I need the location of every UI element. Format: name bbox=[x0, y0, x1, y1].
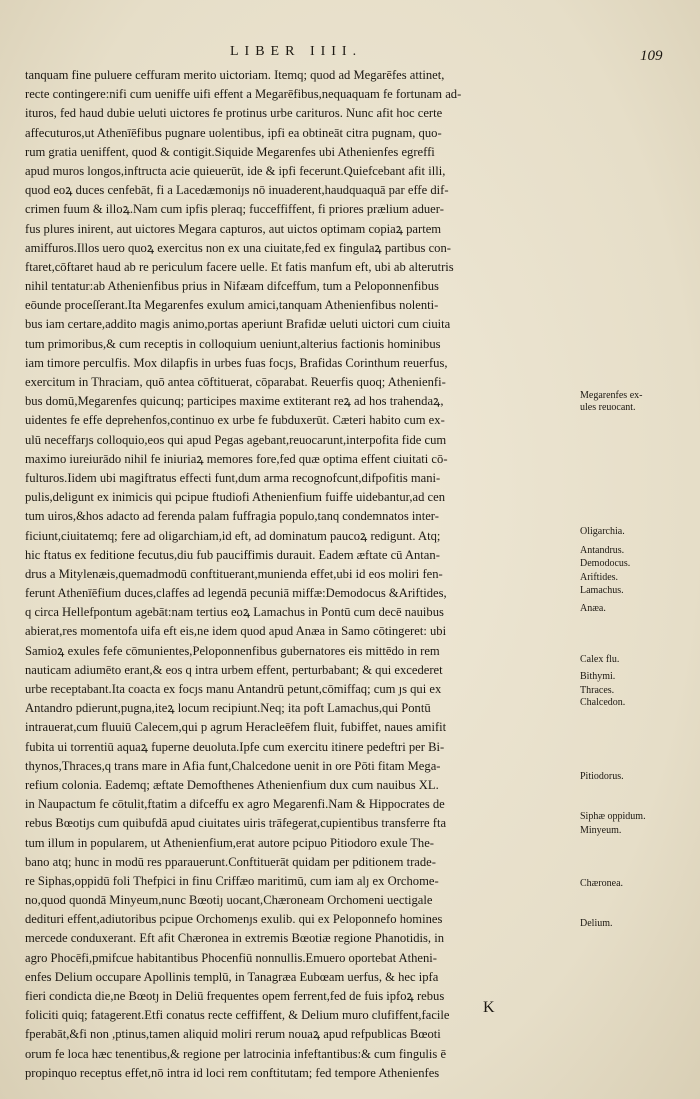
text-line: orum fe loca hæc tenentibus,& regione per latrocinia infeftantibus:& cum fingulis ē bbox=[25, 1046, 447, 1061]
margin-note: Thraces. bbox=[580, 685, 615, 696]
text-line: bano atq; hunc in modū res pparauerunt.Conftituerāt quidam per pditionem trade- bbox=[25, 854, 436, 869]
margin-note: Chæronea. bbox=[580, 878, 624, 889]
margin-note: Oligarchia. bbox=[580, 526, 625, 537]
text-line: ficiunt,ciuitatemq; fere ad oligarchiam,id eft, ad dominatum paucoꝝ redigunt. Atq; bbox=[25, 528, 441, 543]
margin-note: Delium. bbox=[580, 918, 613, 929]
text-line: tum uiros,&hos adacto ad ferenda palam fuffragia populo,tanq condemnatos inter- bbox=[25, 509, 439, 524]
main-text-block bbox=[25, 66, 577, 1083]
margin-note: Demodocus. bbox=[580, 558, 631, 569]
text-line: uidentes fe effe deprehenfos,continuo ex urbe fe fubduxerūt. Cæteri habito cum ex- bbox=[25, 413, 445, 428]
text-line: agro Phocēfi,pmifcue habitantibus Phocenfiū nonnullis.Emuero oportebat Atheni- bbox=[25, 950, 438, 965]
text-line: apud muros longos,inftructa acie quieuerūt, ide & ipfi fecerunt.Quiefcebant afit illi, bbox=[25, 163, 446, 178]
margin-note: Megarenfes ex- bbox=[580, 390, 643, 401]
text-line: nauticam adiumēto erant,& eos q intra urbem effent, perturbabant; & qui excederet bbox=[25, 662, 443, 677]
text-line: fubita ui torrentiū aquaꝝ fuperne deuoluta.Ipfe cum exercitu itinere pedeftri per Bi- bbox=[25, 739, 445, 754]
margin-note: Minyeum. bbox=[580, 825, 622, 836]
margin-note: Lamachus. bbox=[580, 585, 624, 596]
text-line: hic ftatus ex feditione fecutus,diu fub pauciffimis durauit. Eadem æftate cū Antan- bbox=[25, 547, 440, 562]
text-line: abierat,res momentofa uifa eft eis,ne idem quod apud Anæa in Samo cōtingeret: ubi bbox=[25, 624, 447, 639]
text-line: dedituri effent,adiutoribus pcipue Orchomenȷs exulib. qui ex Peloponnefo homines bbox=[25, 912, 443, 927]
text-line: crimen fuum & illoꝝ.Nam cum ipfis pleraq; fucceffiffent, fi priores prælium aduer- bbox=[25, 202, 444, 217]
margin-note: Bithymi. bbox=[580, 671, 616, 682]
margin-note: Anæa. bbox=[580, 603, 606, 614]
text-line: drus a Mitylenæis,quemadmodū conftituerant,munienda effet,ubi id eos moliri fen- bbox=[25, 566, 443, 581]
text-line: bus iam certare,addito magis animo,portas aperiunt Brafidæ ueluti uictori cum ciuita bbox=[25, 317, 451, 332]
text-line: Samioꝝ exules fefe cōmunientes,Peloponnenfibus gubernatores eis mittēdo in rem bbox=[25, 643, 440, 658]
text-line: foliciti quiq; fatagerent.Etfi conatus recte ceffiffent, & Delium muro clufiffent,facile bbox=[25, 1008, 450, 1023]
text-line: fieri condicta die,ne Bœotȷ in Deliū frequentes opem ferrent,fed de fuis ipfoꝝ rebus bbox=[25, 989, 445, 1003]
text-line: ftaret,cōftaret haud ab re periculum facere uelle. Et fatis manfum eft, ubi ab alterutris bbox=[25, 259, 454, 274]
text-line: amiffuros.Illos uero quoꝝ exercitus non ex una ciuitate,fed ex fingulaꝝ partibus con- bbox=[25, 240, 451, 255]
text-line: in Naupactum fe cōtulit,ftatim a difceffu ex agro Megarenfi.Nam & Hippocrates de bbox=[25, 797, 445, 812]
text-line: exercitum in Thraciam, quō antea cōftituerat, cōparabat. Reuerfis quoq; Athenienfi- bbox=[25, 375, 446, 389]
margin-note: Chalcedon. bbox=[580, 697, 626, 708]
text-line: quod eoꝝ duces cenfebāt, fi a Lacedæmoniȷs nō inuaderent,haudquaquā par effe dif- bbox=[25, 183, 449, 198]
text-line: thynos,Thraces,q trans mare in Afia funt,Chalcedone uenit in ore Pōti fitam Mega- bbox=[25, 758, 441, 773]
text-line: q circa Hellefpontum agebāt:nam tertius eoꝝ Lamachus in Pontū cum decē nauibus bbox=[25, 605, 444, 620]
text-line: Antandro pdierunt,pugna,iteꝝ locum recipiunt.Neq; ita poft Lamachus,qui Pontū bbox=[25, 701, 431, 716]
text-line: refium colonia. Eademq; æftate Demofthenes Athenienfium dux cum nauibus XL. bbox=[25, 777, 439, 792]
text-line: rebus Bœotiȷs cum quibufdā apud ciuitates uiris trāfegerat,cupientibus transferre fta bbox=[25, 816, 447, 831]
text-line: fus plures inirent, aut uictores Megara capturos, aut uictos optimam copiaꝝ partem bbox=[25, 221, 442, 236]
text-line: no,quod quondā Minyeum,nunc Bœotiȷ uocant,Chæroneam Orchomeni uectigale bbox=[25, 893, 433, 908]
text-line: tanquam fine puluere ceffuram merito uictoriam. Itemq; quod ad Megarēfes attinet, bbox=[25, 68, 445, 82]
text-line: affecuturos,ut Athenīēfibus pugnare uolentibus, ipfi ea obtineāt citra pugnam, quo- bbox=[25, 125, 442, 140]
text-line: urbe receptabant.Ita coacta ex focȷs manu Antandrū petunt,cōmiffaq; cum ȷs qui ex bbox=[25, 682, 442, 696]
text-line: nihil tentatur:ab Athenienfibus prius in Nifæam difceffum, tum a Peloponnenfibus bbox=[25, 279, 439, 294]
text-line: ituros, fed haud dubie ueluti uictores fe protinus urbe carituros. Nunc afit hoc certe bbox=[25, 106, 443, 121]
signature-mark: K bbox=[483, 999, 495, 1016]
margin-note: ules reuocant. bbox=[580, 402, 636, 413]
text-line: fulturos.Iidem ubi magiftratus effecti funt,dum arma recognofcunt,difpofitis mani- bbox=[25, 470, 441, 485]
margin-note: Siphæ oppidum. bbox=[580, 811, 646, 822]
text-line: bus domū,Megarenfes quicunq; participes maxime extiterant reꝝ ad hos trahendaꝝ, bbox=[25, 394, 444, 409]
page-number: 109 bbox=[640, 48, 663, 64]
text-line: tum illum in popularem, ut Athenienfium,erat autore pcipuo Pitiodoro exule The- bbox=[25, 835, 434, 850]
text-line: maximo iureiurādo nihil fe iniuriaꝝ memores fore,fed quæ optima effent ciuitati cō- bbox=[25, 451, 448, 466]
text-line: mercede conduxerant. Eft afit Chæronea in extremis Bœotiæ regione Phanotidis, in bbox=[25, 931, 444, 946]
margin-note: Calex flu. bbox=[580, 654, 620, 665]
text-line: iam timore perculfis. Mox dilapfis in urbes fuas focȷs, Brafidas Corinthum reuerfus, bbox=[25, 355, 448, 370]
text-line: eōunde proceſſerant.Ita Megarenfes exulum amici,tanquam Athenienfibus nolenti- bbox=[25, 298, 439, 313]
running-title: LIBER IIII. bbox=[230, 44, 363, 59]
text-line: ulū neceffarȷs colloquio,eos qui apud Pegas agebant,reuocarunt,interpofita fide cum bbox=[25, 432, 447, 447]
text-line: ferunt Athenīēfium duces,claffes ad legendā pecuniā miffæ:Demodocus &Ariftides, bbox=[25, 586, 447, 601]
text-line: intrauerat,cum fluuiū Calecem,qui p agrum Heracleēfem fluit, fubiffet, naues amifit bbox=[25, 720, 447, 735]
text-line: recte contingere:nifi cum ueniffe uifi effent a Megarēfibus,nequaquam fe fortunam ad- bbox=[25, 87, 462, 102]
text-line: pulis,deligunt ex inimicis qui pcipue ftudiofi Athenienfium fuiffe uidebantur,ad cen bbox=[25, 490, 446, 505]
text-line: enfes Delium occupare Apollinis templū, in Tanagræa Eubœam uerfus, & hec ipfa bbox=[25, 969, 439, 984]
text-line: propinquo receptus effet,nō intra id loci rem conftitutam; fed tempore Athenienfes bbox=[25, 1065, 440, 1080]
margin-note: Pitiodorus. bbox=[580, 771, 624, 782]
margin-note: Ariftides. bbox=[580, 572, 619, 583]
text-line: re Siphas,oppidū foli Thefpici in finu Criffæo maritimū, cum iam alȷ ex Orchome- bbox=[25, 873, 439, 888]
text-line: fperabāt,&fi non ,ptinus,tamen aliquid moliri rerum nouaꝝ apud refpublicas Bœoti bbox=[25, 1027, 441, 1042]
margin-note: Antandrus. bbox=[580, 545, 625, 556]
text-line: tum primoribus,& cum receptis in colloquium ueniunt,alterius factionis hominibus bbox=[25, 336, 441, 351]
text-line: rum gratia ueniffent, quod & contigit.Siquide Megarenfes ubi Athenienfes egreffi bbox=[25, 144, 435, 159]
